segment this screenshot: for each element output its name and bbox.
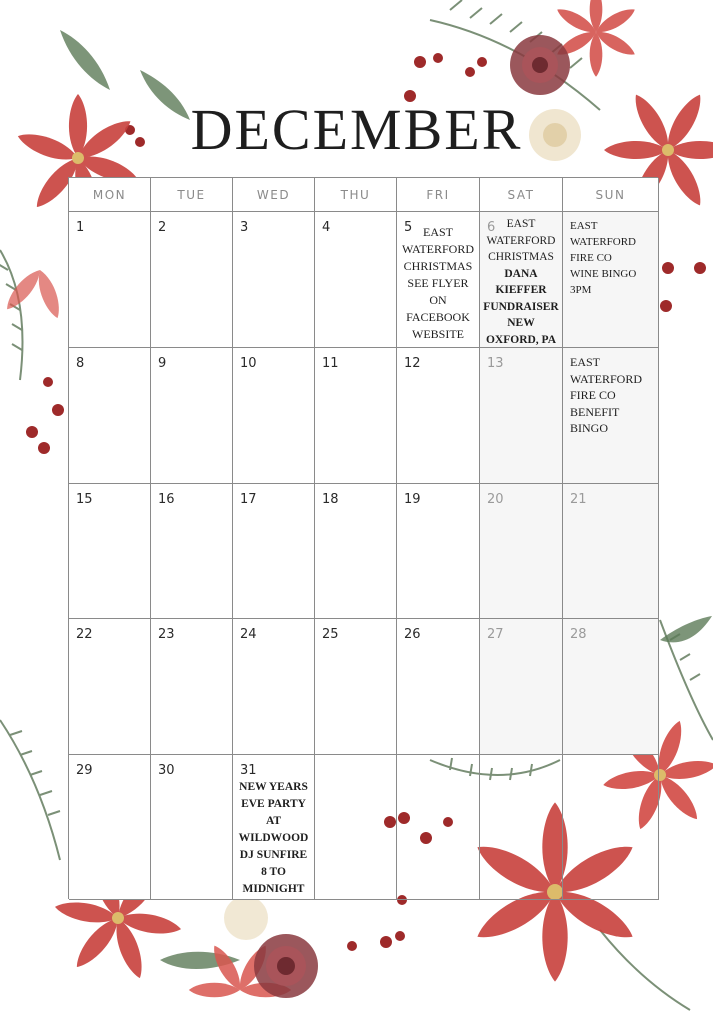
event-line: DJ SUNFIRE [239, 849, 308, 861]
day-cell[interactable] [151, 348, 233, 484]
day-number: 19 [404, 492, 421, 507]
event-note [482, 216, 560, 348]
day-number: 23 [158, 627, 175, 642]
day-number: 24 [240, 627, 257, 642]
day-cell[interactable] [397, 619, 480, 755]
weekday-header-sun: SUN [563, 178, 659, 212]
weekday-header-fri: FRI [397, 178, 480, 212]
event-line: WEBSITE [412, 327, 464, 341]
day-number: 22 [76, 627, 93, 642]
day-number: 15 [76, 492, 93, 507]
event-line: CHRISTMAS [488, 251, 554, 263]
day-cell[interactable] [151, 484, 233, 619]
day-cell[interactable] [397, 348, 480, 484]
day-number: 20 [487, 492, 504, 507]
day-number: 26 [404, 627, 421, 642]
empty-day-cell [397, 755, 480, 900]
event-line: 8 TO [261, 866, 286, 878]
day-number: 11 [322, 356, 339, 371]
event-line: AT [265, 815, 282, 827]
event-note [570, 354, 654, 437]
day-number: 25 [322, 627, 339, 642]
event-line: MIDNIGHT [242, 883, 305, 895]
day-number: 4 [322, 220, 331, 235]
weekday-header-sat: SAT [480, 178, 563, 212]
day-cell[interactable] [480, 212, 563, 348]
day-number: 18 [322, 492, 339, 507]
page-title: DECEMBER [190, 97, 523, 162]
event-line: BINGO [570, 421, 608, 435]
day-cell[interactable] [397, 212, 480, 348]
day-cell[interactable] [69, 212, 151, 348]
day-number: 16 [158, 492, 175, 507]
day-cell[interactable] [233, 755, 315, 900]
day-cell[interactable] [315, 212, 397, 348]
event-line: EAST [570, 220, 598, 232]
day-cell[interactable] [563, 619, 659, 755]
weekday-header-mon: MON [69, 178, 151, 212]
event-line: 3PM [570, 284, 592, 296]
event-note [399, 224, 477, 343]
day-number: 29 [76, 763, 93, 778]
day-cell[interactable] [69, 755, 151, 900]
day-number: 27 [487, 627, 504, 642]
event-line: FIRE CO [570, 252, 612, 264]
day-number: 30 [158, 763, 175, 778]
event-line: ON [429, 293, 447, 307]
day-number: 3 [240, 220, 249, 235]
day-number: 8 [76, 356, 85, 371]
event-note [570, 218, 654, 298]
day-cell[interactable] [315, 348, 397, 484]
event-line: KIEFFER [495, 284, 547, 296]
day-cell[interactable] [151, 755, 233, 900]
day-number: 9 [158, 356, 167, 371]
event-line: EAST [423, 225, 453, 239]
day-cell[interactable] [233, 619, 315, 755]
day-number: 12 [404, 356, 421, 371]
event-line: WATERFORD [570, 371, 643, 386]
day-number: 13 [487, 356, 504, 371]
day-number: 28 [570, 627, 587, 642]
event-line: OXFORD, PA [485, 333, 557, 346]
event-line: WATERFORD [401, 242, 474, 256]
event-note [236, 779, 311, 898]
event-line: CHRISTMAS [403, 259, 473, 273]
day-cell[interactable] [233, 212, 315, 348]
day-number: 5 [404, 220, 413, 235]
event-line: WILDWOOD [238, 832, 309, 844]
day-number: 21 [570, 492, 587, 507]
day-cell[interactable] [480, 348, 563, 484]
day-cell[interactable] [69, 348, 151, 484]
weekday-header-tue: TUE [151, 178, 233, 212]
day-cell[interactable] [397, 484, 480, 619]
day-cell[interactable] [563, 212, 659, 348]
day-cell[interactable] [69, 619, 151, 755]
event-line: FIRE CO [570, 388, 616, 402]
day-cell[interactable] [151, 619, 233, 755]
event-line: EVE PARTY [241, 798, 306, 810]
day-cell[interactable] [151, 212, 233, 348]
day-cell[interactable] [480, 619, 563, 755]
weekday-header-wed: WED [233, 178, 315, 212]
event-line: NEW [507, 317, 535, 329]
day-cell[interactable] [480, 484, 563, 619]
calendar-grid [68, 177, 658, 899]
event-line: WATERFORD [486, 234, 556, 247]
day-number: 2 [158, 220, 167, 235]
event-line: NEW YEARS [239, 781, 308, 793]
day-number: 1 [76, 220, 85, 235]
empty-day-cell [563, 755, 659, 900]
day-number: 31 [240, 763, 257, 778]
event-line: DANA [504, 267, 538, 280]
event-line: WATERFORD [570, 236, 637, 248]
day-cell[interactable] [563, 348, 659, 484]
day-cell[interactable] [233, 348, 315, 484]
day-cell[interactable] [315, 484, 397, 619]
event-line: FACEBOOK [406, 310, 470, 324]
day-cell[interactable] [315, 619, 397, 755]
day-cell[interactable] [233, 484, 315, 619]
empty-day-cell [480, 755, 563, 900]
weekday-header-thu: THU [315, 178, 397, 212]
day-number: 17 [240, 492, 257, 507]
day-cell[interactable] [563, 484, 659, 619]
day-number: 10 [240, 356, 257, 371]
event-line: SEE FLYER [407, 276, 469, 290]
event-line: EAST [506, 218, 536, 230]
day-cell[interactable] [69, 484, 151, 619]
event-line: EAST [570, 355, 600, 369]
event-line: BENEFIT [570, 404, 620, 419]
empty-day-cell [315, 755, 397, 900]
day-number: 6 [487, 220, 496, 235]
event-line: FUNDRAISER [483, 300, 559, 313]
event-line: WINE BINGO [570, 268, 637, 280]
